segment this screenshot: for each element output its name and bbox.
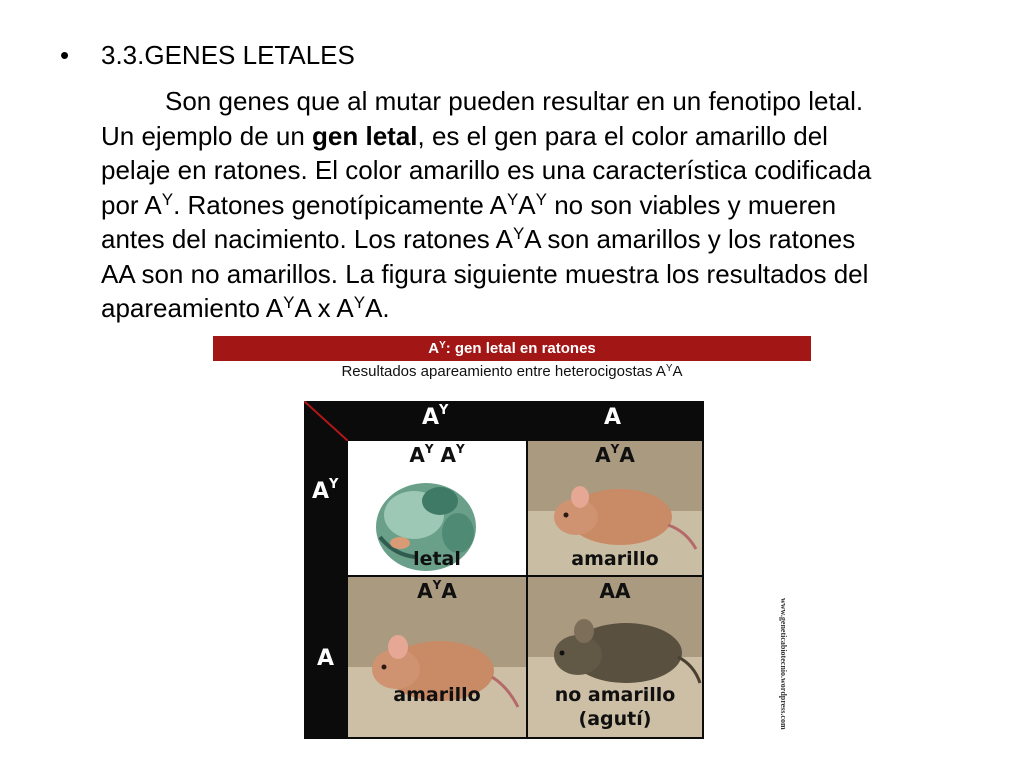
figure-caption: Resultados apareamiento entre heterocigostas $A^YA$ xyxy=(341,363,683,380)
bullet-marker: • xyxy=(60,40,70,70)
para-line-3: pelaje en ratones. El color amarillo es una característica codificada xyxy=(101,155,872,185)
cell-aya-bottom-phenotype: amarillo xyxy=(393,684,481,706)
cell-aa xyxy=(528,577,702,737)
punnett-square xyxy=(304,401,704,739)
source-watermark: www.geneticabiotecnio.wordpress.com xyxy=(779,598,788,730)
para-line-1: Son genes que al mutar pueden resultar en un fenotipo letal. xyxy=(165,86,864,116)
cell-aya-top-genotype: $A^YA$ xyxy=(595,442,635,467)
cell-aa-phenotype: no amarillo (agutí) xyxy=(554,684,676,730)
row-header-ay: $A^Y$ xyxy=(312,477,339,504)
row-header-a: A xyxy=(317,646,335,671)
cell-ayay-genotype: $A^Y$ $A^Y$ xyxy=(409,442,465,467)
col-header-a: A xyxy=(604,405,622,430)
para-line-2: Un ejemplo de un gen letal, es el gen para el color amarillo del xyxy=(101,120,828,151)
para-line-6: AA son no amarillos. La figura siguiente muestra los resultados del xyxy=(101,258,869,289)
section-heading: 3.3.GENES LETALES xyxy=(101,40,355,70)
cell-aa-genotype: AA xyxy=(599,579,631,603)
cell-aya-top xyxy=(528,441,702,575)
cell-aya-bottom-genotype: $A^YA$ xyxy=(417,578,457,603)
para-line-4: por $A^Y$. Ratones genotípicamente $A^YA^Y$ no son viables y mueren xyxy=(101,189,837,220)
cell-ayay-phenotype: letal xyxy=(413,548,461,570)
cell-aya-bottom xyxy=(348,577,526,737)
figure-banner: $A^Y$: gen letal en ratones xyxy=(213,336,811,361)
para-line-5: antes del nacimiento. Los ratones $A^YA$ son amarillos y los ratones xyxy=(101,224,856,254)
cell-aya-top-phenotype: amarillo xyxy=(571,548,659,570)
cell-ayay xyxy=(348,441,526,575)
corner-diagonal xyxy=(304,401,348,441)
col-header-ay: $A^Y$ xyxy=(422,403,449,430)
bold-term: gen letal xyxy=(312,120,418,151)
para-line-7: apareamiento $A^YA$ x $A^YA$. xyxy=(101,293,390,323)
body-paragraph xyxy=(101,84,981,326)
